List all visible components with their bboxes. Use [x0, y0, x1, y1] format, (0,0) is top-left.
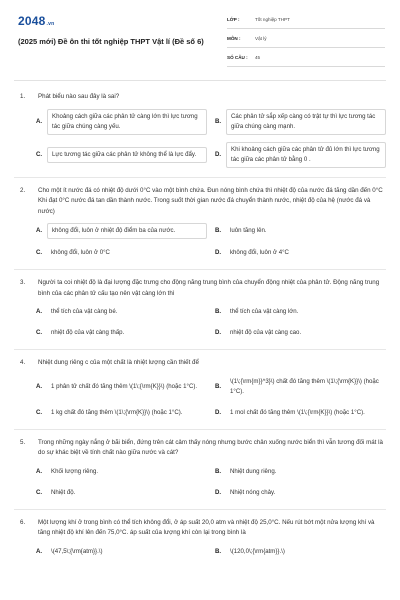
- option-text: không đổi, luôn ở nhiệt độ điểm ba của nước.: [47, 223, 207, 239]
- option-text: Các phân tử sắp xếp càng có trật tự thì lực tương tác giữa chúng càng mạnh.: [226, 109, 386, 135]
- question-2: [14, 186, 386, 271]
- option-key: A.: [36, 117, 43, 125]
- meta-row-class: LỚP : Tốt nghiệp THPT: [227, 10, 385, 29]
- answer-option-b[interactable]: [215, 223, 386, 239]
- exam-meta: [227, 10, 385, 67]
- option-text: 1 kg chất đó tăng thêm \(1\;{\rm{K}}\) (hoặc 1°C).: [51, 408, 183, 416]
- option-key: A.: [36, 227, 43, 234]
- question-separator: [14, 177, 386, 178]
- option-text: Khoảng cách giữa các phân tử càng lớn thì lực tương tác giữa chúng càng yếu.: [47, 109, 207, 135]
- answer-option-a[interactable]: [36, 545, 207, 559]
- option-key: B.: [215, 308, 222, 315]
- question-number: 1.: [20, 93, 26, 100]
- answer-option-b[interactable]: [215, 545, 386, 559]
- option-text: Lực tương tác giữa các phân tử không thể là lực đẩy.: [47, 147, 207, 163]
- answer-options: [14, 375, 386, 420]
- question-number: 5.: [20, 438, 26, 446]
- option-text: \(47,5\;{\rm{atm}}.\): [51, 547, 103, 555]
- option-text: 1 mol chất đó tăng thêm \(1\;{\rm{K}}\) (hoặc 1°C).: [230, 408, 365, 416]
- question-text: Một lượng khí ở trong bình có thể tích không đổi, ở áp suất 20,0 atm và nhiệt độ 25,0°C. Nếu rút bớt một nửa lượng khí và tăng nhiệt độ khí lên đến 75,0°C. áp suất của lượng khí còn lại trong bình là: [38, 518, 375, 536]
- answer-options: [14, 109, 386, 168]
- option-key: B.: [215, 227, 222, 234]
- option-key: A.: [36, 467, 43, 475]
- answer-option-a[interactable]: [36, 305, 207, 319]
- question-stem: [14, 358, 386, 369]
- answer-options: [14, 465, 386, 500]
- question-number: 4.: [20, 359, 26, 366]
- option-text: \(1\;{\rm{m}}^3}\) chất đó tăng thêm \(1\;{\rm{K}}\) (hoặc 1°C).: [230, 377, 379, 395]
- answer-option-a[interactable]: [36, 465, 207, 479]
- answer-option-c[interactable]: [36, 326, 207, 340]
- question-number: 3.: [20, 279, 26, 286]
- question-stem: [14, 278, 386, 299]
- option-key: C.: [36, 488, 43, 496]
- answer-option-a[interactable]: [36, 375, 207, 399]
- question-stem: [14, 518, 386, 539]
- question-text: Người ta coi nhiệt độ là đại lượng đặc trưng cho động năng trung bình của chuyển động nhiệt của phân tử. Động năng trung bình của các phân tử cấu tạo nên vật càng lớn thì: [38, 279, 380, 297]
- option-text: không đổi, luôn ở 4°C: [230, 249, 289, 256]
- question-stem: [14, 92, 386, 103]
- meta-row-subject: MÔN : Vật lý: [227, 29, 385, 48]
- option-key: C.: [36, 329, 43, 336]
- option-key: D.: [215, 249, 222, 256]
- option-text: Nhiệt nóng chảy.: [230, 488, 276, 496]
- option-text: Nhiệt dung riêng.: [230, 467, 277, 475]
- question-4: [14, 358, 386, 430]
- option-text: \(120,0\;{\rm{atm}}.\): [230, 547, 285, 555]
- option-text: Nhiệt độ.: [51, 488, 76, 496]
- option-key: D.: [215, 150, 222, 158]
- option-text: nhiệt độ của vật càng cao.: [230, 329, 302, 336]
- question-separator: [14, 509, 386, 510]
- question-number: 2.: [20, 186, 26, 194]
- answer-option-a[interactable]: [36, 223, 207, 239]
- option-key: B.: [215, 117, 222, 125]
- answer-options: [14, 305, 386, 340]
- question-1: [14, 92, 386, 178]
- page-title: (2025 mới) Đề ôn thi tốt nghiệp THPT Vật lí (Đề số 6): [18, 37, 204, 46]
- header-divider: [14, 80, 386, 81]
- answer-option-b[interactable]: [215, 305, 386, 319]
- answer-options: [14, 545, 386, 559]
- site-logo[interactable]: 2048.vn: [18, 14, 55, 28]
- option-text: thể tích của vật càng lớn.: [230, 308, 299, 315]
- question-6: [14, 518, 386, 559]
- option-key: B.: [215, 467, 222, 475]
- answer-option-d[interactable]: [215, 142, 386, 168]
- answer-option-b[interactable]: [215, 109, 386, 135]
- option-key: D.: [215, 408, 222, 416]
- answer-option-a[interactable]: [36, 109, 207, 135]
- question-3: [14, 278, 386, 350]
- option-key: A.: [36, 308, 43, 315]
- option-key: C.: [36, 249, 43, 256]
- question-stem: [14, 438, 386, 459]
- option-text: luôn tăng lên.: [230, 227, 267, 234]
- header: [0, 0, 400, 78]
- option-key: A.: [36, 382, 43, 390]
- option-text: Khi khoảng cách giữa các phân tử đủ lớn thì lực tương tác giữa các phân tử bằng 0 .: [226, 142, 386, 168]
- answer-option-d[interactable]: [215, 326, 386, 340]
- question-separator: [14, 429, 386, 430]
- question-text: Nhiệt dung riêng c của một chất là nhiệt lượng cần thiết để: [38, 359, 199, 366]
- option-key: B.: [215, 382, 222, 390]
- meta-row-question-count: SỐ CÂU : 45: [227, 48, 385, 67]
- answer-option-c[interactable]: [36, 406, 207, 420]
- question-text: Cho một ít nước đá có nhiệt độ dưới 0°C vào một bình chứa. Đun nóng bình chứa thì nhiệt độ của nước đá tăng dần đến 0°C Khi đạt 0°C nước đá tan dần thành nước. Trong suốt thời gian nước đá chuyển thành nước, nhiệt độ của hệ (nước đá và nước): [38, 186, 383, 215]
- option-key: D.: [215, 329, 222, 336]
- option-text: 1 phân tử chất đó tăng thêm \(1\;{\rm{K}}\) (hoặc 1°C).: [51, 382, 198, 390]
- answer-option-b[interactable]: [215, 465, 386, 479]
- option-text: Khối lượng riêng.: [51, 467, 99, 475]
- answer-option-c[interactable]: [36, 142, 207, 168]
- option-text: không đổi, luôn ở 0°C: [51, 249, 110, 256]
- option-key: B.: [215, 547, 222, 555]
- question-number: 6.: [20, 518, 26, 526]
- question-5: [14, 438, 386, 510]
- option-text: thể tích của vật càng bé.: [51, 308, 118, 315]
- answer-option-b[interactable]: [215, 375, 386, 399]
- option-key: C.: [36, 150, 43, 158]
- answer-option-d[interactable]: [215, 406, 386, 420]
- answer-option-d[interactable]: [215, 486, 386, 500]
- question-text: Trong những ngày nắng ở bãi biển, đứng trên cát cảm thấy nóng nhưng bước chân xuống nước biển thì vẫn tương đối mát là do sự khác biệt về tính chất nào giữa nước và cát?: [38, 438, 383, 456]
- question-stem: [14, 186, 386, 218]
- option-text: nhiệt độ của vật càng thấp.: [51, 329, 125, 336]
- question-separator: [14, 269, 386, 270]
- answer-option-d[interactable]: [215, 246, 386, 260]
- question-text: Phát biểu nào sau đây là sai?: [38, 93, 120, 100]
- option-key: D.: [215, 488, 222, 496]
- question-list: [14, 92, 386, 559]
- answer-option-c[interactable]: [36, 246, 207, 260]
- question-separator: [14, 349, 386, 350]
- option-key: A.: [36, 547, 43, 555]
- answer-option-c[interactable]: [36, 486, 207, 500]
- answer-options: [14, 223, 386, 260]
- option-key: C.: [36, 408, 43, 416]
